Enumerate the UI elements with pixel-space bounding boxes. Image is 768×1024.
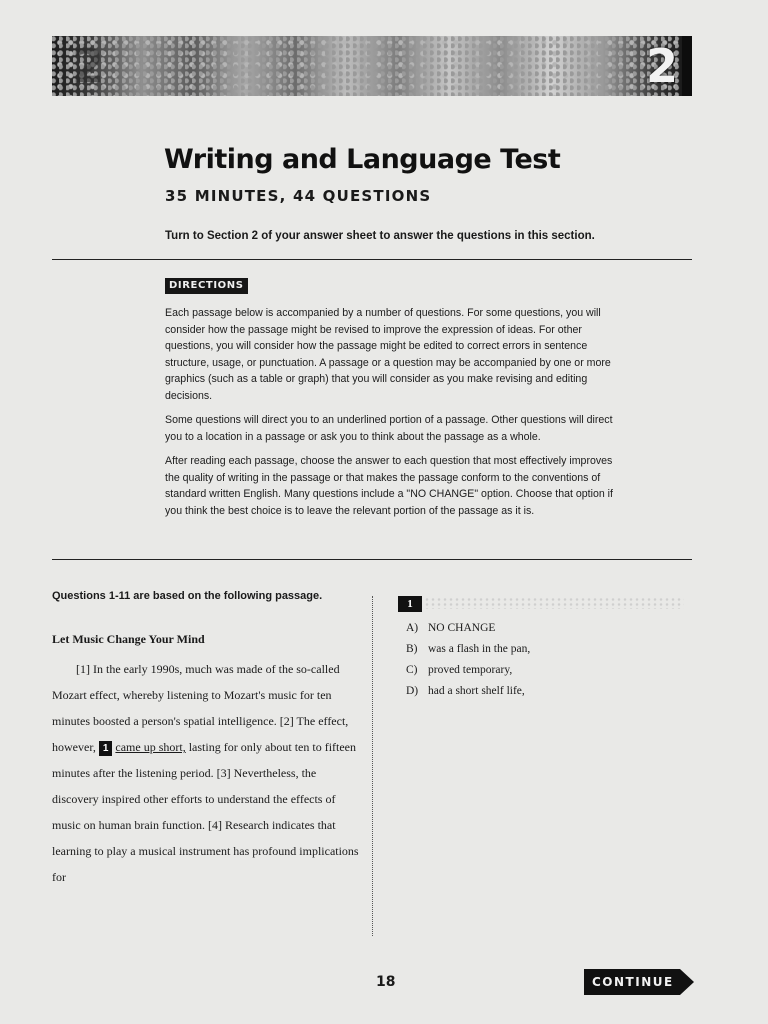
answer-option-b[interactable] [406,639,688,660]
page-number: 18 [376,974,396,990]
questions-heading: Questions 1-11 are based on the following passage. [52,590,323,602]
question-1-header [398,594,688,612]
answer-option-d[interactable] [406,681,688,702]
answer-option-a[interactable] [406,618,688,639]
question-number: 1 [398,596,422,612]
answer-sheet-instruction: Turn to Section 2 of your answer sheet to answer the questions in this section. [165,230,595,242]
option-letter: B) [406,643,418,655]
section-banner [52,36,692,96]
option-text: NO CHANGE [428,622,496,634]
passage [52,632,362,890]
option-letter: D) [406,685,419,697]
answer-option-c[interactable] [406,660,688,681]
directions-paragraph: After reading each passage, choose the answer to each question that most effectively improves the quality of writing in the passage or that makes the passage conform to the conventions of standard written English. Many questions include a "NO CHANGE" option. Choose that option if you think the best choice is to leave the relevant portion of the passage as it is. [165,455,613,517]
passage-text-before: [1] In the early 1990s, much was made of the so-called Mozart effect, whereby listening to Mozart's music for ten minutes boosted a person's spatial intelligence. [2] The effect, however, [52,662,349,754]
page-title: Writing and Language Test [164,144,561,175]
continue-button[interactable] [584,969,694,995]
option-letter: A) [406,622,419,634]
column-divider [372,596,373,936]
directions-text [165,305,620,527]
banner-edge [682,36,692,96]
continue-label: CONTINUE [584,969,680,995]
passage-title: Let Music Change Your Mind [52,632,205,646]
section-number-right: 2 [645,39,678,93]
passage-text-after: lasting for only about ten to fifteen minutes after the listening period. [3] Nevertheless, the discovery inspired other efforts to understand the effects of music on human brain function. [4] Research indicates that learning to play a musical instrument has profound implications for [52,740,359,884]
answer-options [406,618,688,702]
scan-noise [424,597,684,609]
underlined-phrase[interactable]: came up short, [115,740,186,754]
option-text: had a short shelf life, [428,685,525,697]
page-subtitle: 35 MINUTES, 44 QUESTIONS [165,187,432,205]
directions-label: DIRECTIONS [165,278,248,294]
option-letter: C) [406,664,418,676]
question-marker[interactable]: 1 [99,741,113,756]
passage-body [52,656,362,890]
question-1-answers [398,594,688,702]
section-number-left: 2 [72,39,105,93]
top-divider [52,259,692,260]
directions-paragraph: Each passage below is accompanied by a number of questions. For some questions, you will consider how the passage might be revised to improve the expression of ideas. For other questions, you will consider how the passage might be edited to correct errors in sentence structure, usage, or punctuation. A passage or a question may be accompanied by one or more graphics (such as a table or graph) that you will consider as you make revising and editing decisions. [165,307,611,402]
arrow-right-icon [680,969,694,995]
directions-paragraph: Some questions will direct you to an underlined portion of a passage. Other questions will direct you to a location in a passage or ask you to think about the passage as a whole. [165,414,613,443]
option-text: was a flash in the pan, [428,643,531,655]
bottom-divider [52,559,692,560]
option-text: proved temporary, [428,664,513,676]
